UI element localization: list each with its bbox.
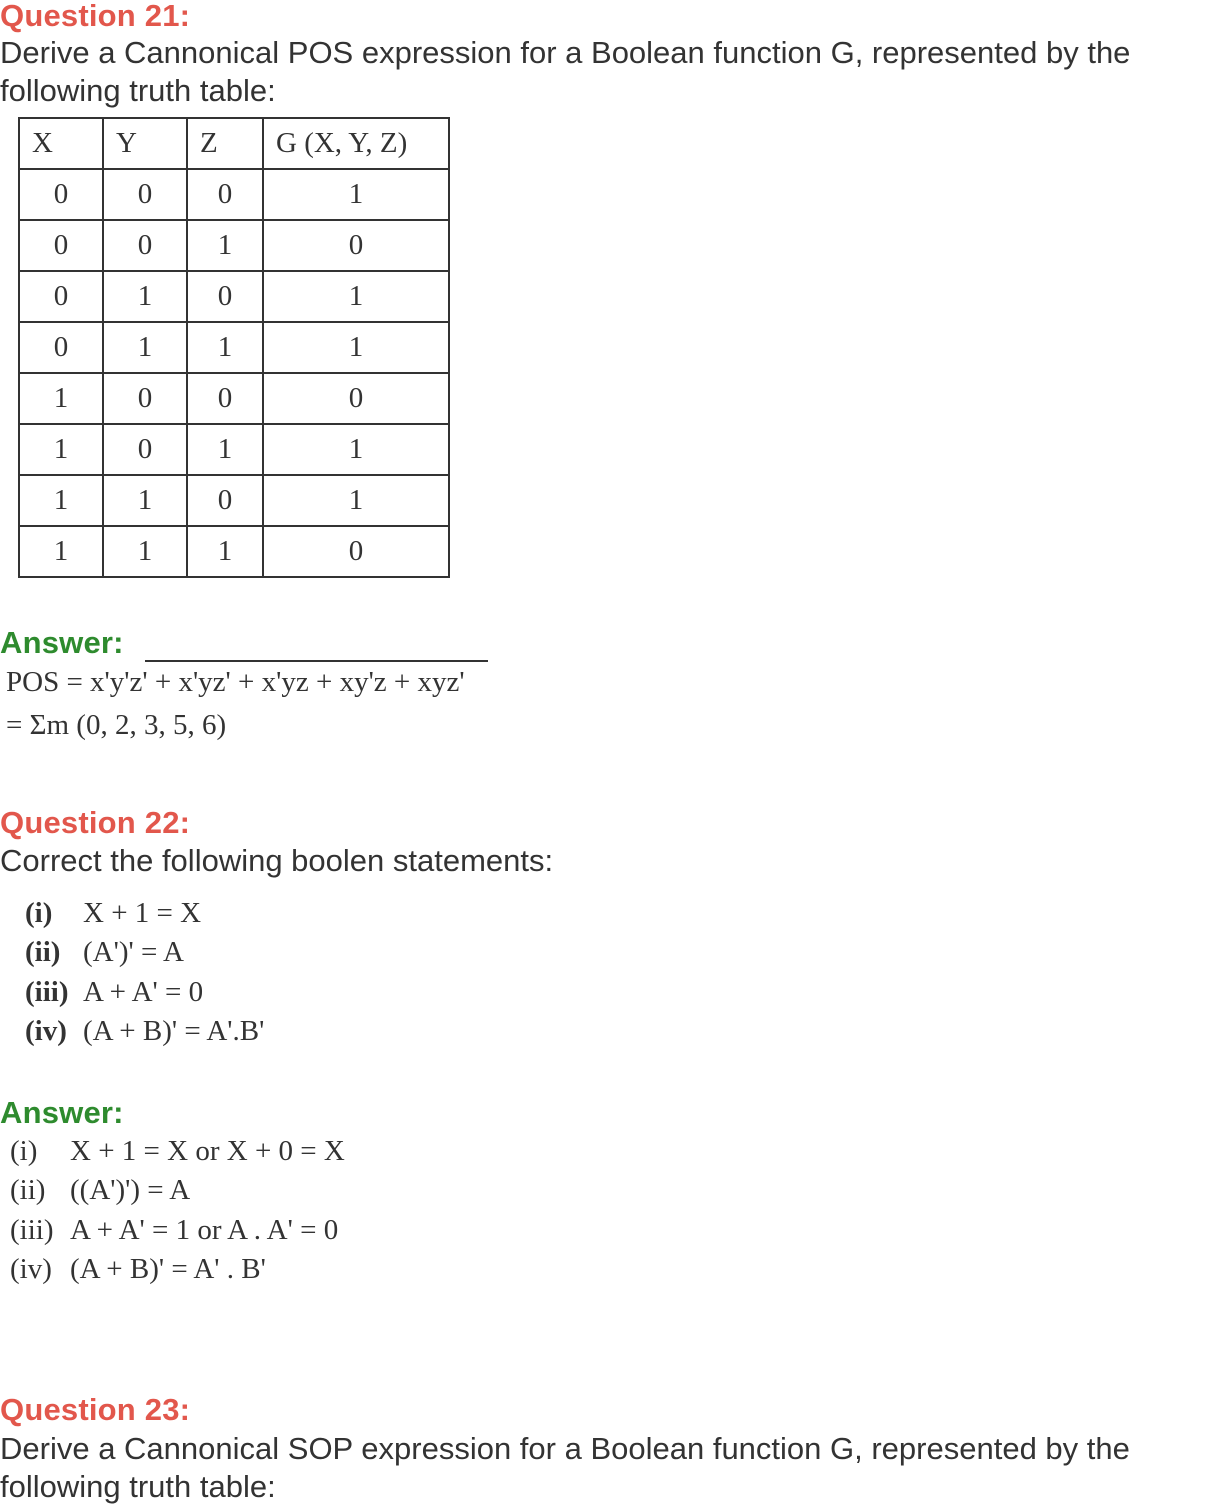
cell-y: 0 [103, 373, 187, 424]
answer-item [10, 1170, 190, 1210]
answer-21-pos-expression: POS = x'y'z' + x'yz' + x'yz + xy'z + xyz' [6, 666, 465, 698]
cell-x: 1 [19, 424, 103, 475]
statement-expression: A + A' = 0 [83, 976, 204, 1008]
cell-g: 1 [263, 322, 449, 373]
cell-g: 0 [263, 373, 449, 424]
cell-x: 1 [19, 475, 103, 526]
cell-z: 1 [187, 220, 263, 271]
answer-label: (i) [10, 1135, 38, 1167]
cell-x: 0 [19, 220, 103, 271]
statement-label: (i) [25, 897, 53, 929]
question-21-heading: Question 21: [0, 0, 191, 33]
statement-expression: (A + B)' = A'.B' [83, 1015, 265, 1047]
answer-item [10, 1131, 345, 1171]
statement-item [25, 893, 201, 933]
cell-g: 0 [263, 220, 449, 271]
cell-y: 0 [103, 424, 187, 475]
cell-g: 1 [263, 169, 449, 220]
truth-table-header-row [19, 118, 449, 169]
table-row [19, 373, 449, 424]
cell-y: 0 [103, 220, 187, 271]
cell-x: 1 [19, 373, 103, 424]
table-row [19, 220, 449, 271]
cell-z: 1 [187, 322, 263, 373]
answer-21-heading: Answer: [0, 625, 124, 660]
question-22-heading: Question 22: [0, 805, 191, 840]
column-header-g: G (X, Y, Z) [263, 118, 449, 169]
cell-z: 1 [187, 424, 263, 475]
cell-g: 1 [263, 475, 449, 526]
statement-item [25, 972, 203, 1012]
table-row [19, 424, 449, 475]
cell-g: 1 [263, 271, 449, 322]
table-row [19, 271, 449, 322]
table-row [19, 526, 449, 577]
column-header-z: Z [187, 118, 263, 169]
cell-z: 0 [187, 169, 263, 220]
statement-expression: (A')' = A [83, 936, 184, 968]
truth-table-q21 [18, 117, 450, 578]
statement-label: (iii) [25, 976, 69, 1008]
statement-label: (iv) [25, 1015, 67, 1047]
table-row [19, 475, 449, 526]
cell-g: 0 [263, 526, 449, 577]
cell-z: 0 [187, 373, 263, 424]
question-23-text-line2: following truth table: [0, 1469, 276, 1504]
cell-z: 0 [187, 475, 263, 526]
cell-y: 1 [103, 526, 187, 577]
column-header-y: Y [103, 118, 187, 169]
answer-expression: ((A')') = A [70, 1174, 191, 1206]
question-23-heading: Question 23: [0, 1392, 191, 1427]
cell-y: 1 [103, 271, 187, 322]
cell-x: 0 [19, 271, 103, 322]
question-23-text-line1: Derive a Cannonical SOP expression for a Boolean function G, represented by the [0, 1431, 1130, 1466]
question-22-text: Correct the following boolen statements: [0, 843, 554, 878]
answer-item [10, 1249, 266, 1289]
answer-expression: X + 1 = X or X + 0 = X [70, 1135, 345, 1167]
answer-expression: A + A' = 1 or A . A' = 0 [70, 1214, 339, 1246]
answer-22-heading: Answer: [0, 1095, 124, 1130]
answer-label: (ii) [10, 1174, 46, 1206]
cell-x: 0 [19, 169, 103, 220]
statement-item [25, 1011, 264, 1051]
cell-g: 1 [263, 424, 449, 475]
question-21-text-line2: following truth table: [0, 73, 276, 108]
cell-y: 0 [103, 169, 187, 220]
statement-item [25, 932, 184, 972]
statement-expression: X + 1 = X [83, 897, 202, 929]
answer-item [10, 1210, 338, 1250]
cell-z: 0 [187, 271, 263, 322]
answer-expression: (A + B)' = A' . B' [70, 1253, 266, 1285]
table-row [19, 169, 449, 220]
cell-z: 1 [187, 526, 263, 577]
cell-x: 0 [19, 322, 103, 373]
cell-y: 1 [103, 322, 187, 373]
cell-y: 1 [103, 475, 187, 526]
answer-label: (iii) [10, 1214, 54, 1246]
answer-21-minterm-expression: = Σm (0, 2, 3, 5, 6) [6, 709, 227, 741]
question-21-text-line1: Derive a Cannonical POS expression for a Boolean function G, represented by the [0, 35, 1131, 70]
statement-label: (ii) [25, 936, 61, 968]
answer-label: (iv) [10, 1253, 52, 1285]
table-row [19, 322, 449, 373]
cell-x: 1 [19, 526, 103, 577]
column-header-x: X [19, 118, 103, 169]
